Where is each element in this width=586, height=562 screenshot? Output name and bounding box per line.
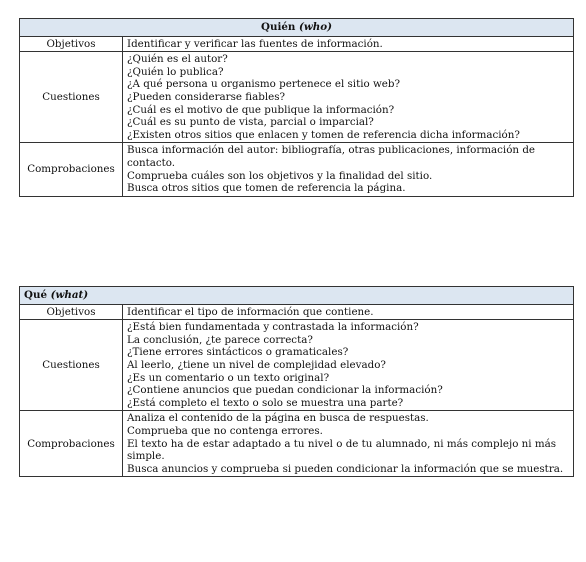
cuestion-item: ¿Pueden considerarse fiables? xyxy=(127,90,286,103)
row-cuestiones xyxy=(20,52,574,143)
label-cuestiones: Cuestiones xyxy=(20,320,123,411)
comprobacion-item: Comprueba que no contenga errores. xyxy=(127,424,323,437)
table-quien-who xyxy=(19,18,574,197)
table-title xyxy=(20,287,574,305)
cuestion-item: Al leerlo, ¿tiene un nivel de complejidad elevado? xyxy=(127,358,386,371)
table-header-row xyxy=(20,19,574,37)
title-en: (what) xyxy=(50,289,89,301)
comprobacion-item: El texto ha de estar adaptado a tu nivel o de tu alumnado, ni más complejo ni más simple. xyxy=(127,437,557,463)
row-objetivos xyxy=(20,36,574,52)
cuestiones-list xyxy=(123,320,574,411)
row-comprobaciones xyxy=(20,143,574,196)
comprobacion-item: Busca anuncios y comprueba si pueden condicionar la información que se muestra. xyxy=(127,462,564,475)
table-header-row xyxy=(20,287,574,305)
cuestion-item: ¿Contiene anuncios que puedan condicionar la información? xyxy=(127,384,443,397)
cuestion-item: ¿Está completo el texto o solo se muestra una parte? xyxy=(127,396,404,409)
cuestion-item: ¿Quién lo publica? xyxy=(127,65,224,78)
comprobacion-item: Busca información del autor: bibliografía, otras publicaciones, información de contacto. xyxy=(127,144,535,169)
comprobaciones-list xyxy=(123,143,574,196)
comprobaciones-list xyxy=(123,411,574,477)
comprobacion-item: Busca otros sitios que tomen de referencia la página. xyxy=(127,182,406,195)
cuestion-item: ¿Existen otros sitios que enlacen y tomen de referencia dicha información? xyxy=(127,128,520,141)
label-objetivos: Objetivos xyxy=(20,304,123,320)
label-comprobaciones: Comprobaciones xyxy=(20,411,123,477)
title-es: Quién xyxy=(261,21,296,33)
label-cuestiones: Cuestiones xyxy=(20,52,123,143)
cuestion-item: ¿A qué persona u organismo pertenece el sitio web? xyxy=(127,78,401,91)
row-comprobaciones xyxy=(20,411,574,477)
comprobacion-item: Comprueba cuáles son los objetivos y la finalidad del sitio. xyxy=(127,169,433,182)
row-objetivos xyxy=(20,304,574,320)
cuestion-item: ¿Está bien fundamentada y contrastada la información? xyxy=(127,321,419,334)
label-objetivos: Objetivos xyxy=(20,36,123,52)
cuestion-item: La conclusión, ¿te parece correcta? xyxy=(127,333,313,346)
cuestion-item: ¿Cuál es su punto de vista, parcial o imparcial? xyxy=(127,116,374,129)
cuestiones-list xyxy=(123,52,574,143)
label-comprobaciones: Comprobaciones xyxy=(20,143,123,196)
title-es: Qué xyxy=(24,289,48,301)
objetivos-text: Identificar el tipo de información que contiene. xyxy=(123,304,574,320)
comprobacion-item: Analiza el contenido de la página en busca de respuestas. xyxy=(127,412,429,425)
cuestion-item: ¿Cuál es el motivo de que publique la información? xyxy=(127,103,395,116)
row-cuestiones xyxy=(20,320,574,411)
title-en: (who) xyxy=(299,21,332,33)
objetivos-text: Identificar y verificar las fuentes de información. xyxy=(123,36,574,52)
cuestion-item: ¿Tiene errores sintácticos o gramaticales? xyxy=(127,346,349,359)
cuestion-item: ¿Es un comentario o un texto original? xyxy=(127,371,330,384)
cuestion-item: ¿Quién es el autor? xyxy=(127,53,228,66)
table-title xyxy=(20,19,574,37)
table-que-what xyxy=(19,286,574,477)
